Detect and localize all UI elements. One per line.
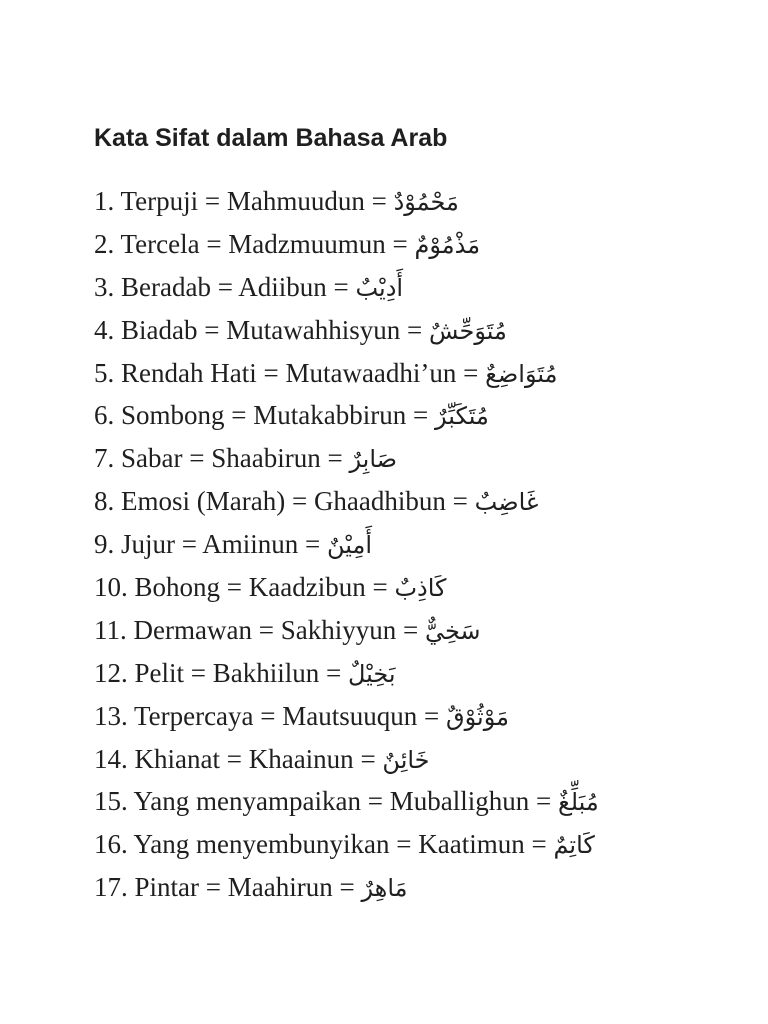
- transliteration: Mutawaadhi’un: [285, 357, 457, 388]
- list-item: [94, 223, 599, 266]
- transliteration: Bakhiilun: [212, 657, 320, 688]
- arabic-word: أَمِيْنٌ: [327, 531, 373, 560]
- arabic-word: بَخِيْلٌ: [347, 659, 396, 688]
- transliteration: Khaainun: [248, 743, 354, 774]
- equals-sign: =: [524, 829, 554, 860]
- list-item: [94, 437, 599, 480]
- indonesian-word: Tercela: [120, 228, 200, 259]
- equals-sign: =: [199, 872, 228, 903]
- item-number: 7.: [94, 443, 115, 474]
- arabic-word: أَدِيْبٌ: [355, 273, 404, 302]
- item-number: 16.: [94, 829, 128, 860]
- arabic-word: مَاهِرٌ: [361, 874, 408, 903]
- item-number: 12.: [94, 657, 128, 688]
- equals-sign: =: [224, 400, 254, 431]
- transliteration: Muballighun: [389, 786, 530, 817]
- item-number: 9.: [94, 529, 115, 560]
- arabic-word: مُتَوَاضِعٌ: [485, 359, 558, 388]
- indonesian-word: Pintar: [134, 872, 199, 903]
- indonesian-word: Emosi (Marah): [121, 486, 286, 517]
- equals-sign: =: [326, 271, 356, 302]
- equals-sign: =: [396, 614, 425, 645]
- equals-sign: =: [182, 443, 212, 474]
- equals-sign: =: [285, 486, 314, 517]
- indonesian-word: Pelit: [134, 657, 185, 688]
- list-item: [94, 266, 599, 309]
- equals-sign: =: [198, 186, 227, 216]
- transliteration: Madzmuumun: [228, 228, 386, 259]
- indonesian-word: Biadab: [121, 314, 198, 345]
- item-number: 2.: [94, 228, 115, 259]
- equals-sign: =: [364, 186, 394, 216]
- item-number: 1.: [94, 186, 115, 216]
- list-item: [94, 695, 599, 738]
- indonesian-word: Terpuji: [120, 186, 199, 216]
- equals-sign: =: [417, 700, 446, 731]
- arabic-word: صَابِرٌ: [349, 445, 398, 474]
- equals-sign: =: [360, 786, 390, 817]
- equals-sign: =: [385, 228, 415, 259]
- arabic-word: خَائِنٌ: [382, 745, 430, 774]
- indonesian-word: Yang menyembunyikan: [133, 829, 390, 860]
- list-item: [94, 180, 599, 223]
- item-number: 11.: [94, 614, 127, 645]
- list-item: [94, 394, 599, 437]
- arabic-word: مُبَلِّغٌ: [557, 788, 599, 817]
- item-number: 5.: [94, 357, 115, 388]
- transliteration: Maahirun: [227, 872, 333, 903]
- equals-sign: =: [319, 657, 348, 688]
- indonesian-word: Jujur: [121, 529, 175, 560]
- equals-sign: =: [320, 443, 350, 474]
- list-item: [94, 566, 599, 609]
- arabic-word: مَوْثُوْقٌ: [446, 702, 509, 731]
- transliteration: Mutakabbirun: [253, 400, 407, 431]
- item-number: 8.: [94, 486, 115, 517]
- list-item: [94, 738, 599, 781]
- equals-sign: =: [256, 357, 286, 388]
- list-item: [94, 480, 599, 523]
- list-item: [94, 866, 599, 909]
- transliteration: Kaadzibun: [248, 572, 366, 603]
- item-number: 14.: [94, 743, 128, 774]
- equals-sign: =: [175, 529, 203, 560]
- item-number: 17.: [94, 872, 128, 903]
- indonesian-word: Bohong: [134, 572, 221, 603]
- list-item: [94, 352, 599, 395]
- arabic-word: كَاتِمٌ: [553, 831, 595, 860]
- list-item: [94, 780, 599, 823]
- equals-sign: =: [184, 657, 213, 688]
- item-number: 3.: [94, 271, 115, 302]
- item-number: 4.: [94, 314, 115, 345]
- indonesian-word: Sabar: [121, 443, 183, 474]
- equals-sign: =: [220, 572, 249, 603]
- arabic-word: غَاضِبٌ: [474, 488, 539, 517]
- item-number: 13.: [94, 700, 128, 731]
- arabic-word: مُتَوَحِّشٌ: [428, 316, 507, 345]
- transliteration: Adiibun: [238, 271, 327, 302]
- arabic-word: كَاذِبٌ: [394, 574, 447, 603]
- adjective-list: [94, 180, 599, 909]
- transliteration: Kaatimun: [418, 829, 525, 860]
- transliteration: Shaabirun: [211, 443, 321, 474]
- indonesian-word: Yang menyampaikan: [133, 786, 361, 817]
- equals-sign: =: [210, 271, 239, 302]
- arabic-word: مَذْمُوْمٌ: [414, 230, 481, 259]
- equals-sign: =: [365, 572, 395, 603]
- transliteration: Sakhiyyun: [280, 614, 397, 645]
- equals-sign: =: [529, 786, 558, 817]
- transliteration: Ghaadhibun: [313, 486, 446, 517]
- transliteration: Mahmuudun: [226, 186, 365, 216]
- list-item: [94, 823, 599, 866]
- equals-sign: =: [197, 314, 227, 345]
- item-number: 10.: [94, 572, 128, 603]
- page-title: Kata Sifat dalam Bahasa Arab: [94, 124, 448, 152]
- equals-sign: =: [199, 228, 229, 259]
- equals-sign: =: [445, 486, 475, 517]
- equals-sign: =: [332, 872, 362, 903]
- equals-sign: =: [353, 743, 383, 774]
- indonesian-word: Beradab: [121, 271, 211, 302]
- equals-sign: =: [400, 314, 429, 345]
- indonesian-word: Sombong: [121, 400, 225, 431]
- arabic-word: سَخِيٌّ: [424, 616, 481, 645]
- indonesian-word: Rendah Hati: [121, 357, 257, 388]
- list-item: [94, 523, 599, 566]
- transliteration: Mautsuuqun: [282, 700, 418, 731]
- indonesian-word: Terpercaya: [134, 700, 254, 731]
- transliteration: Amiinun: [202, 529, 299, 560]
- item-number: 15.: [94, 786, 128, 817]
- equals-sign: =: [406, 400, 435, 431]
- equals-sign: =: [298, 529, 327, 560]
- equals-sign: =: [253, 700, 283, 731]
- equals-sign: =: [251, 614, 281, 645]
- arabic-word: مَحْمُوْدٌ: [393, 188, 459, 216]
- list-item: [94, 652, 599, 695]
- indonesian-word: Khianat: [134, 743, 220, 774]
- transliteration: Mutawahhisyun: [226, 314, 401, 345]
- equals-sign: =: [389, 829, 419, 860]
- equals-sign: =: [219, 743, 249, 774]
- equals-sign: =: [456, 357, 486, 388]
- indonesian-word: Dermawan: [133, 614, 252, 645]
- item-number: 6.: [94, 400, 115, 431]
- list-item: [94, 609, 599, 652]
- arabic-word: مُتَكَبِّرٌ: [434, 402, 489, 431]
- list-item: [94, 309, 599, 352]
